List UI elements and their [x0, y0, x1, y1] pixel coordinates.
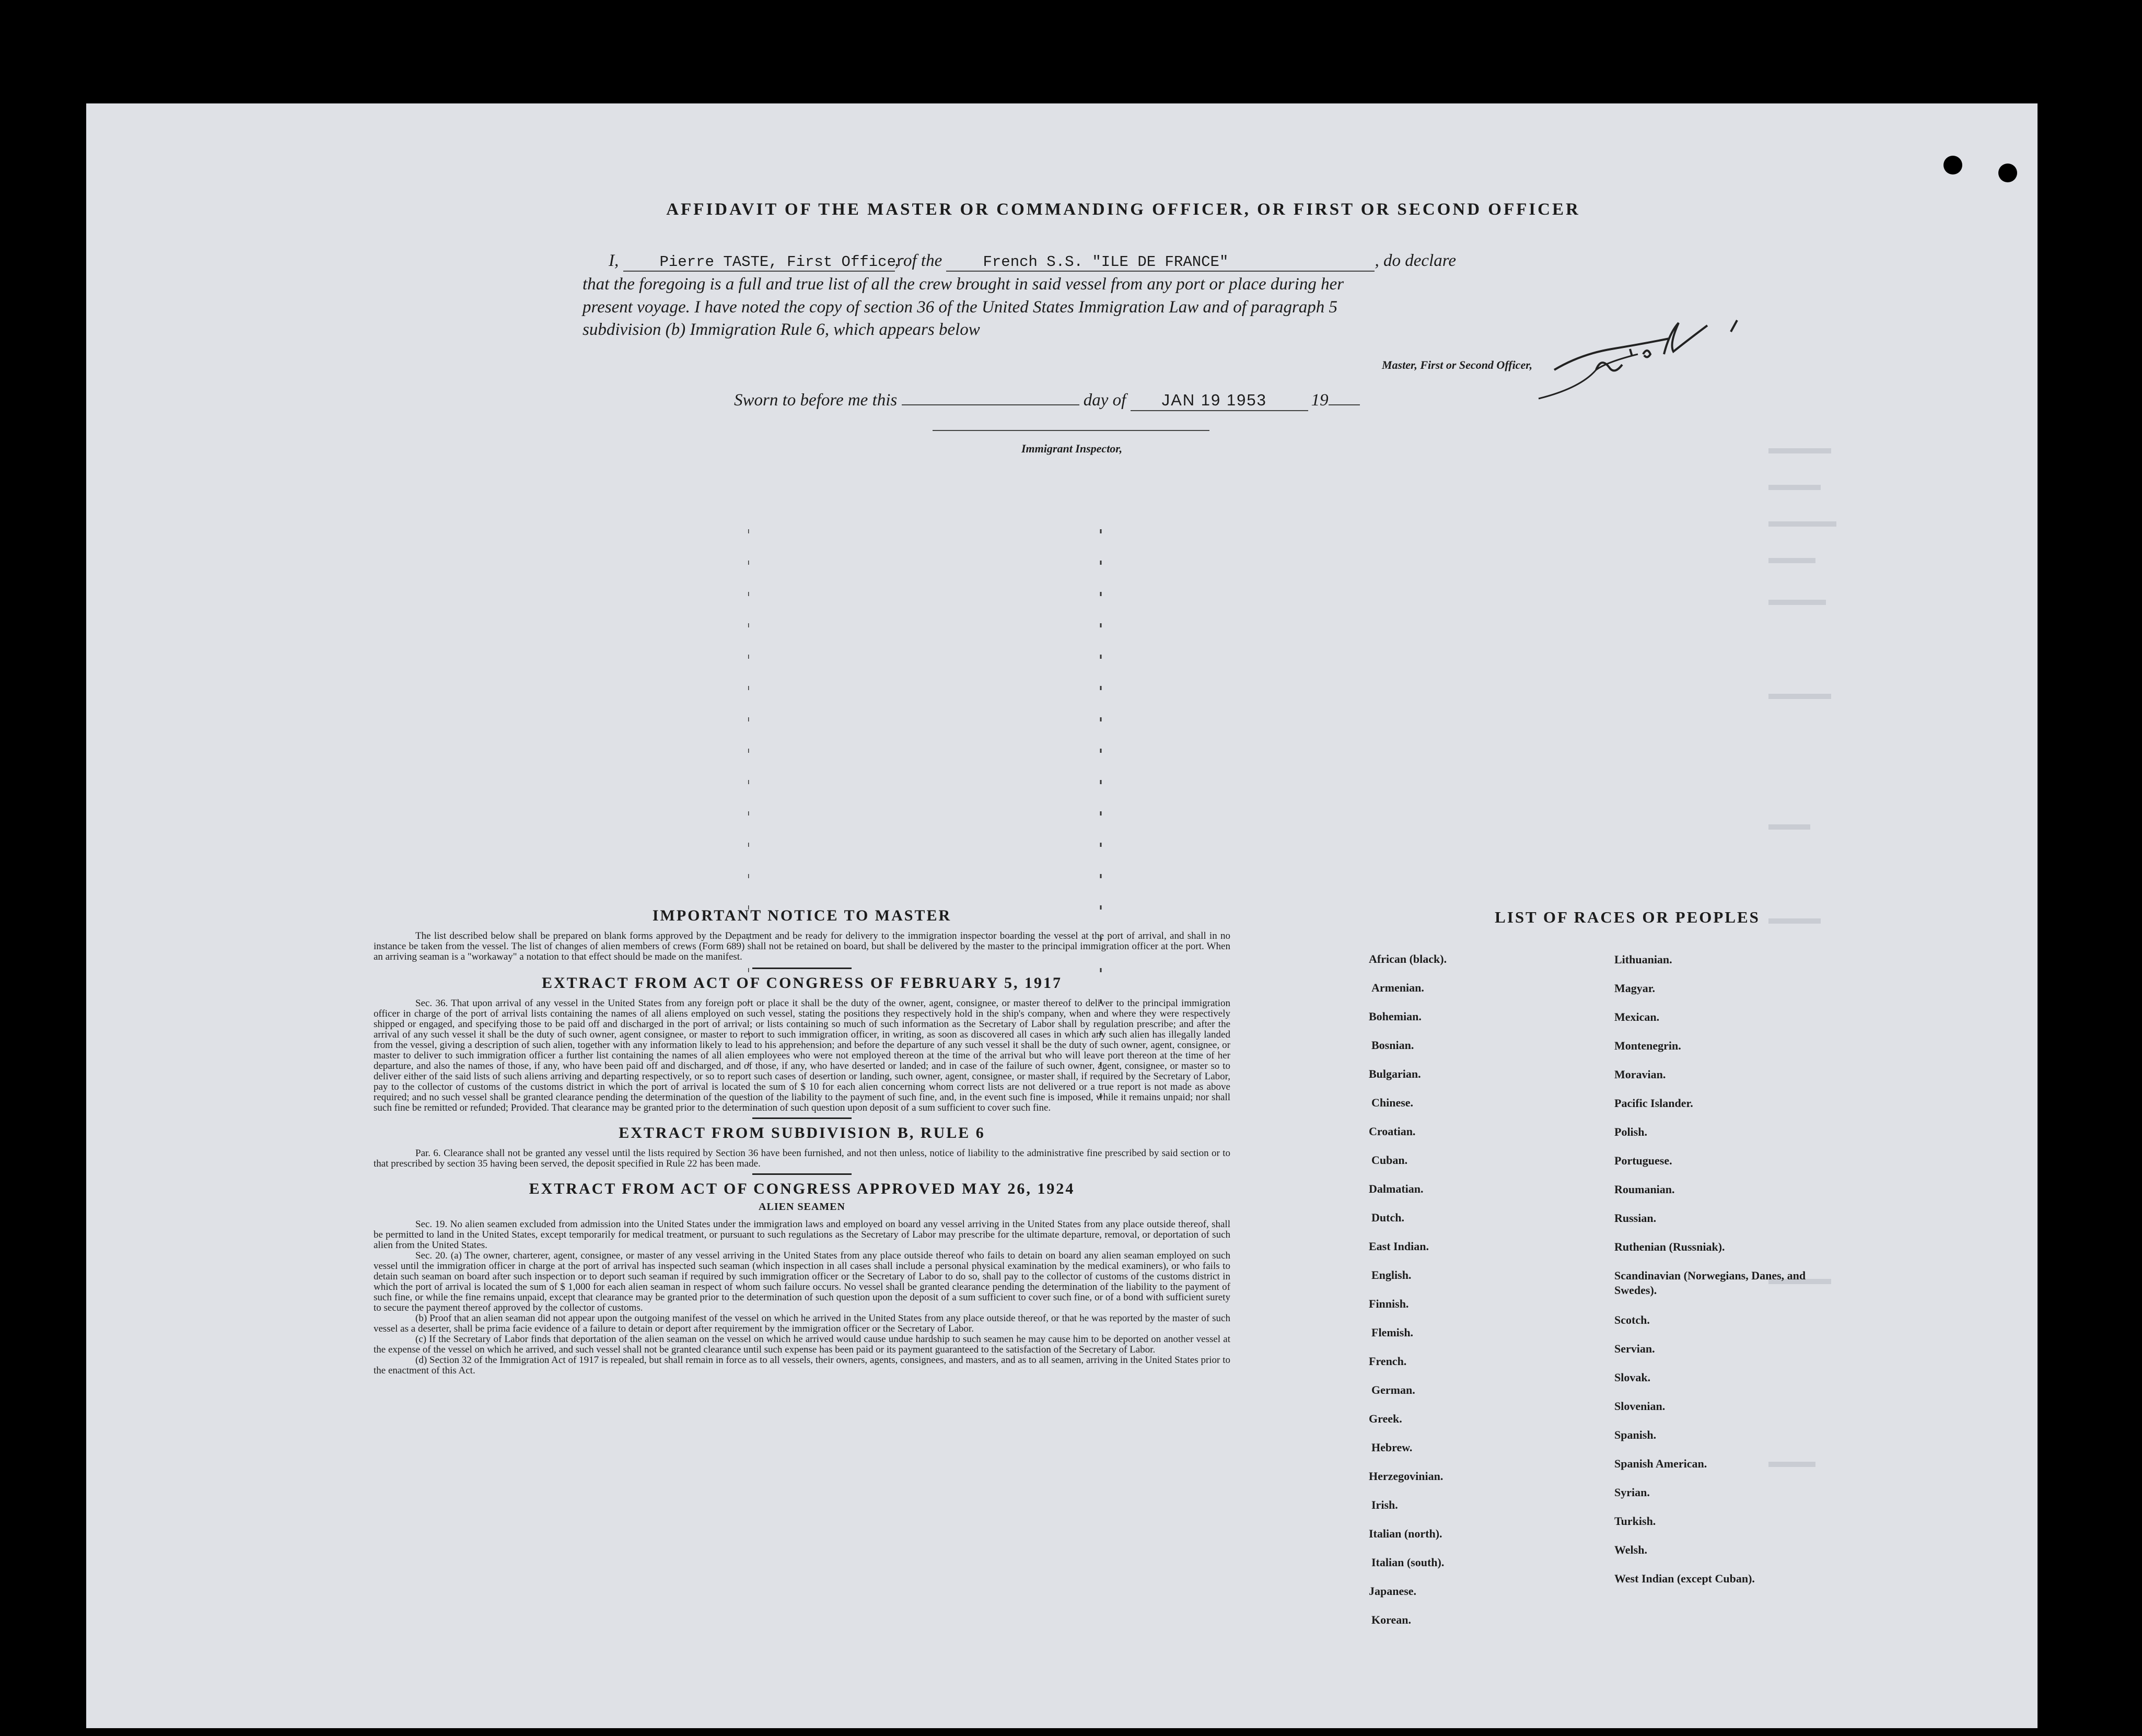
- race-item: Irish.: [1371, 1498, 1398, 1511]
- date-field: [1131, 391, 1308, 411]
- sworn-prefix: Sworn to before me this: [734, 391, 898, 410]
- punch-hole: [2048, 229, 2071, 255]
- race-item: West Indian (except Cuban).: [1614, 1572, 1755, 1585]
- section-divider: [752, 968, 852, 969]
- race-item: Mexican.: [1614, 1010, 1660, 1023]
- bleed-through-mark: [1768, 521, 1836, 527]
- do-declare-label: , do declare: [1375, 251, 1456, 270]
- races-left-column: [1369, 952, 1588, 1736]
- race-item: Welsh.: [1614, 1543, 1647, 1556]
- race-item: Chinese.: [1371, 1096, 1414, 1109]
- race-item: Magyar.: [1614, 982, 1656, 995]
- race-item: Russian.: [1614, 1211, 1657, 1225]
- extract-1917-title: EXTRACT FROM ACT OF CONGRESS OF FEBRUARY 5, 1917: [541, 974, 1063, 992]
- race-item: Italian (south).: [1371, 1556, 1445, 1569]
- officer-caption: Master, First or Second Officer,: [1382, 358, 1533, 371]
- race-item: Ruthenian (Russniak).: [1614, 1240, 1725, 1253]
- race-item: Servian.: [1614, 1342, 1655, 1355]
- date-stamp: JAN 19 1953: [1161, 391, 1267, 409]
- document-page: [86, 103, 2038, 1728]
- race-item: Bulgarian.: [1369, 1067, 1421, 1080]
- race-item: Slovenian.: [1614, 1400, 1666, 1413]
- affidavit-title: AFFIDAVIT OF THE MASTER OR COMMANDING OFFICER, OR FIRST OR SECOND OFFICER: [666, 200, 1580, 219]
- race-item: Flemish.: [1371, 1326, 1414, 1339]
- race-item: African (black).: [1369, 952, 1447, 965]
- inspector-signature-line: [933, 430, 1209, 431]
- extract-1924-subtitle: ALIEN SEAMEN: [759, 1201, 845, 1213]
- punch-hole: [1943, 156, 1962, 174]
- affidavit-line-2: that the foregoing is a full and true list of all the crew brought in said vessel from any port or place during her: [583, 275, 1344, 294]
- sec-20a-text: Sec. 20. (a) The owner, charterer, agent, consignee, or master of any vessel arriving in the United States from any place outside thereof who fails to detain on board any alien seaman employed on such vessel until the immigration officer in charge at the port of arrival has inspected such seaman (which inspection in all cases shall include a personal physical examination by the medical examiners), or who fails to detain such seaman on board after such inspection or to deport such seaman if required by such immigration officer or the Secretary of Labor to do so, shall pay to the collector of customs of the customs district in which the port of arrival is located the sum of $ 1,000 for each alien seaman in respect of whom such failure occurs. No vessel shall be granted clearance pending the determination of the liability to the payment of such fine, or while the fine remains unpaid, except that clearance may be granted prior to the determination of such question upon the deposit of a sum sufficient to cover such fine, or of a bond with sufficient surety to secure the payment thereof approved by the collector of customs.: [374, 1250, 1230, 1313]
- race-item: Dalmatian.: [1369, 1182, 1424, 1195]
- race-item: Syrian.: [1614, 1486, 1650, 1499]
- race-item: Spanish American.: [1614, 1457, 1707, 1470]
- race-item: Portuguese.: [1614, 1154, 1672, 1167]
- race-item: Herzegovinian.: [1369, 1470, 1443, 1483]
- race-item: Finnish.: [1369, 1297, 1409, 1310]
- race-item: Lithuanian.: [1614, 953, 1672, 966]
- punch-hole: [1998, 164, 2017, 182]
- sworn-day-blank: [902, 404, 1079, 405]
- section-divider: [752, 1117, 852, 1119]
- affidavit-line-1: [609, 251, 1648, 272]
- sec-20d-text: (d) Section 32 of the Immigration Act of 1917 is repealed, but shall remain in force as to all vessels, their owners, agents, consignees, and masters, and as to all seamen, arriving in the United States prior to the enactment of this Act.: [374, 1355, 1230, 1376]
- race-item: Roumanian.: [1614, 1183, 1675, 1196]
- sec-20c-text: (c) If the Secretary of Labor finds that deportation of the alien seaman on the vessel on which he arrived would cause undue hardship to such seamen he may cause him to be deported on another vessel at the expense of the vessel on which he arrived, and such vessel shall not be granted clearance until such expense has been paid or its payment guaranteed to the satisfaction of the Secretary of Labor.: [374, 1334, 1230, 1355]
- race-item: East Indian.: [1369, 1240, 1429, 1253]
- extract-1924-title: EXTRACT FROM ACT OF CONGRESS APPROVED MAY 26, 1924: [529, 1180, 1075, 1197]
- affidavit-line-4: subdivision (b) Immigration Rule 6, which appears below: [583, 320, 980, 339]
- race-item: Turkish.: [1614, 1514, 1656, 1528]
- legal-column: [374, 907, 1230, 1376]
- race-item: French.: [1369, 1355, 1407, 1368]
- race-item: Scandinavian (Norwegians, Danes, and Swedes).: [1614, 1269, 1806, 1297]
- race-item: Montenegrin.: [1614, 1039, 1681, 1052]
- officer-signature: [1424, 292, 1758, 406]
- race-item: Scotch.: [1614, 1313, 1650, 1326]
- punch-hole: [2048, 1436, 2071, 1462]
- sec-19-text: Sec. 19. No alien seamen excluded from admission into the United States under the immigration laws and employed on board any vessel arriving in the United States from any place outside thereof, shall be permitted to land in the United States, except temporarily for medical treatment, or pursuant to such regulations as the Secretary of Labor may prescribe for the ultimate departure, removal, or deportation of such alien from the United States.: [374, 1219, 1230, 1251]
- races-title: LIST OF RACES OR PEOPLES: [1495, 908, 1760, 926]
- declarant-field: Pierre TASTE, First Officer: [623, 253, 895, 272]
- day-of-label: day of: [1083, 391, 1126, 410]
- year-suffix: 19: [1311, 391, 1329, 410]
- section-divider: [752, 1173, 852, 1175]
- notice-body: The list described below shall be prepared on blank forms approved by the Department and be ready for delivery to the immigration inspector boarding the vessel at the port of arrival, and shall in no instance be taken from the vessel. The list of changes of alien members of crews (Form 689) shall not be retained on board, but shall be delivered by the master to the principal immigration officer at the port. When an arriving seaman is a "workaway" a notation to that effect should be made on the manifest.: [374, 930, 1230, 962]
- race-item: Armenian.: [1371, 981, 1424, 994]
- bleed-through-mark: [1768, 448, 1831, 453]
- race-item: Bosnian.: [1371, 1039, 1414, 1052]
- pronoun: I,: [609, 251, 619, 270]
- notice-title: IMPORTANT NOTICE TO MASTER: [652, 907, 952, 924]
- race-item: Pacific Islander.: [1614, 1097, 1693, 1110]
- race-item: Korean.: [1371, 1613, 1411, 1626]
- race-item: English.: [1371, 1268, 1412, 1281]
- race-item: German.: [1371, 1383, 1415, 1396]
- races-right-column: [1614, 952, 1813, 1736]
- race-item: Slovak.: [1614, 1371, 1651, 1384]
- sec-20b-text: (b) Proof that an alien seaman did not appear upon the outgoing manifest of the vessel on which he arrived in the United States from any place outside thereof, or that he was reported by the master of such vessel as a deserter, shall be prima facie evidence of a failure to detain or deport after requirement by the immigration officer or the Secretary of Labor.: [374, 1313, 1230, 1334]
- year-blank: [1329, 404, 1360, 405]
- race-item: Moravian.: [1614, 1068, 1666, 1081]
- race-item: Greek.: [1369, 1412, 1402, 1425]
- race-item: Spanish.: [1614, 1428, 1657, 1441]
- affidavit-line-3: present voyage. I have noted the copy of section 36 of the United States Immigration Law and of paragraph 5: [583, 298, 1338, 317]
- race-item: Polish.: [1614, 1125, 1647, 1138]
- race-item: Italian (north).: [1369, 1527, 1442, 1540]
- race-item: Japanese.: [1369, 1584, 1417, 1598]
- of-the-label: , of the: [894, 251, 942, 270]
- subdivision-title: EXTRACT FROM SUBDIVISION B, RULE 6: [619, 1124, 985, 1141]
- extract-1917-body: Sec. 36. That upon arrival of any vessel in the United States from any foreign port or place it shall be the duty of the owner, agent, consignee, or master thereof to deliver to the principal immigration officer in charge of the port of arrival lists containing the names of all aliens employed on such vessel, stating the positions they respectively hold in the ship's company, when and where they were respectively shipped or engaged, and specifying those to be paid off and discharged in the port of arrival; or lists containing so much of such information as the Secretary of Labor shall by regulation prescribe; and after the arrival of any such vessel it shall be the duty of such owner, agent consignee, or master to report to such immigration officer, in writing, as soon as discovered all cases in which any such alien has illegally landed from the vessel, giving a description of such alien, together with any information likely to lead to his apprehension; and before the departure of any such vessel it shall be the duty of such owner, agent, consignee, or master to deliver to such immigration officer a further list containing the names of all alien employees who were not employed thereon at the time of the arrival but who will leave port thereon at the time of her departure, and also the names of those, if any, who have been paid off and discharged, and of those, if any, who have deserted or landed; and in case of the failure of such owner, agent, consignee, or master so to deliver either of the said lists of such aliens arriving and departing respectively, or so to report such cases of desertion or landing, such owner, agent, consignee, or master shall, if required by the Secretary of Labor, pay to the collector of customs of the customs district in which the port of arrival is located the sum of $ 10 for each alien concerning whom correct lists are not delivered or a true report is not made as above required; and no such vessel shall be granted clearance pending the determination of the question of the liability to the payment of such fine, and, in the event such fine is imposed, while it remains unpaid; nor shall such fine be remitted or refunded; Provided. That clearance may be granted prior to the determination of such question upon deposit of a sum sufficient to cover such fine.: [374, 998, 1230, 1113]
- race-item: Cuban.: [1371, 1154, 1408, 1167]
- subdivision-body: Par. 6. Clearance shall not be granted any vessel until the lists required by Section 36 have been furnished, and not then unless, notice of liability to the administrative fine prescribed by said section or to that prescribed by section 35 having been served, the deposit specified in Rule 22 has been made.: [374, 1148, 1230, 1169]
- inspector-caption: Immigrant Inspector,: [1021, 442, 1123, 455]
- race-item: Croatian.: [1369, 1125, 1416, 1138]
- race-item: Dutch.: [1371, 1211, 1404, 1224]
- race-item: Hebrew.: [1371, 1441, 1413, 1454]
- bleed-through-mark: [1768, 485, 1821, 490]
- race-item: Bohemian.: [1369, 1010, 1422, 1023]
- sworn-line: [734, 391, 1360, 411]
- vessel-field: French S.S. "ILE DE FRANCE": [946, 253, 1375, 272]
